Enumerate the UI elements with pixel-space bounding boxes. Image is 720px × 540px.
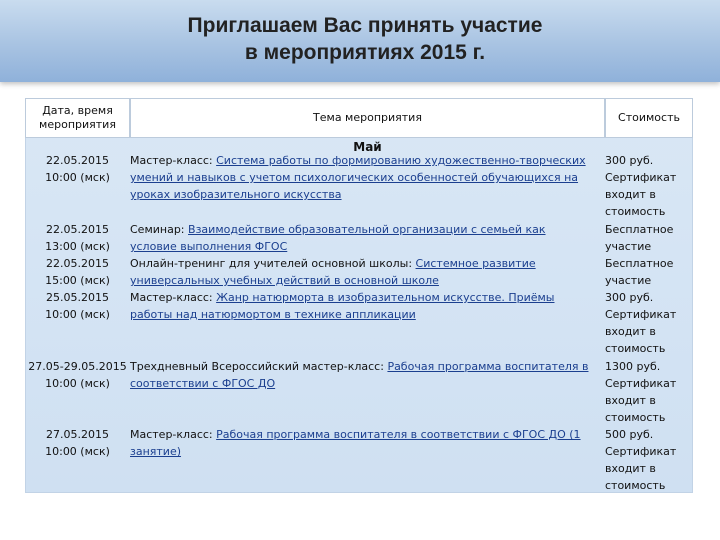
event-type: Мастер-класс: (130, 154, 213, 167)
event-time: 15:00 (мск) (45, 274, 110, 287)
event-cost-cell (605, 152, 693, 220)
event-date-cell (25, 255, 130, 289)
event-price: 300 руб. (605, 291, 654, 304)
event-topic-cell (130, 426, 605, 460)
title-line-1: Приглашаем Вас принять участие (187, 14, 543, 37)
event-cost-note: участие (605, 274, 652, 287)
event-topic-cell (130, 289, 605, 323)
event-topic-cell (130, 255, 605, 289)
event-cost-note: стоимость (605, 479, 666, 492)
event-price: Бесплатное (605, 223, 674, 236)
event-cost-note: стоимость (605, 342, 666, 355)
event-topic-cell (130, 152, 605, 203)
event-topic-link[interactable]: умений и навыков с учетом психологических особенностей обучающихся на (130, 171, 579, 184)
event-date: 22.05.2015 (46, 154, 109, 167)
event-price: 500 руб. (605, 428, 654, 441)
event-topic-link[interactable]: универсальных учебных действий в основной школе (130, 274, 439, 287)
event-cost-note: входит в (605, 462, 656, 475)
event-cost-note: стоимость (605, 205, 666, 218)
event-topic-link[interactable]: соответствии с ФГОС ДО (130, 377, 276, 390)
event-date: 27.05.2015 (46, 428, 109, 441)
event-date-cell (25, 289, 130, 323)
column-header-cost: Стоимость (605, 98, 693, 138)
event-cost-note: стоимость (605, 411, 666, 424)
event-topic-link[interactable]: Взаимодействие образовательной организации с семьей как (188, 223, 546, 236)
event-cost-note: Сертификат (605, 377, 677, 390)
column-header-date-line-1: Дата, время (42, 104, 113, 117)
event-cost-note: входит в (605, 188, 656, 201)
event-topic-cell (130, 221, 605, 255)
event-type: Мастер-класс: (130, 291, 213, 304)
event-price: 300 руб. (605, 154, 654, 167)
event-date: 25.05.2015 (46, 291, 109, 304)
event-topic-link[interactable]: Рабочая программа воспитателя в (387, 360, 589, 373)
event-date: 27.05-29.05.2015 (28, 360, 127, 373)
event-time: 10:00 (мск) (45, 377, 110, 390)
page-title (0, 12, 720, 66)
event-type: Мастер-класс: (130, 428, 213, 441)
event-date: 22.05.2015 (46, 257, 109, 270)
event-date-cell (25, 221, 130, 255)
column-header-date-line-2: мероприятия (39, 118, 116, 131)
column-header-topic: Тема мероприятия (130, 98, 605, 138)
event-time: 10:00 (мск) (45, 171, 110, 184)
event-cost-note: входит в (605, 394, 656, 407)
event-time: 10:00 (мск) (45, 308, 110, 321)
event-time: 13:00 (мск) (45, 240, 110, 253)
event-topic-link[interactable]: Система работы по формированию художественно-творческих (216, 154, 586, 167)
event-date-cell (25, 152, 130, 186)
event-price: Бесплатное (605, 257, 674, 270)
event-topic-link[interactable]: уроках изобразительного искусства (130, 188, 342, 201)
event-type: Онлайн-тренинг для учителей основной школы: (130, 257, 413, 270)
event-cost-cell (605, 358, 693, 426)
event-topic-link[interactable]: Жанр натюрморта в изобразительном искусстве. Приёмы (216, 291, 555, 304)
event-topic-link[interactable]: занятие) (130, 445, 182, 458)
event-price: 1300 руб. (605, 360, 661, 373)
event-date-cell (25, 426, 130, 460)
title-line-2: в мероприятиях 2015 г. (244, 41, 486, 64)
event-topic-link[interactable]: Системное развитие (415, 257, 536, 270)
event-cost-note: Сертификат (605, 308, 677, 321)
event-date: 22.05.2015 (46, 223, 109, 236)
event-cost-cell (605, 221, 693, 255)
event-cost-cell (605, 255, 693, 289)
event-type: Трехдневный Всероссийский мастер-класс: (130, 360, 384, 373)
event-cost-note: входит в (605, 325, 656, 338)
event-topic-cell (130, 358, 605, 392)
event-type: Семинар: (130, 223, 185, 236)
event-topic-link[interactable]: Рабочая программа воспитателя в соответствии с ФГОС ДО (1 (216, 428, 581, 441)
event-cost-cell (605, 426, 693, 494)
event-date-cell (25, 358, 130, 392)
month-label: Май (353, 140, 382, 154)
event-cost-note: участие (605, 240, 652, 253)
event-topic-link[interactable]: работы над натюрмортом в технике аппликации (130, 308, 416, 321)
event-cost-cell (605, 289, 693, 357)
column-header-date (25, 98, 130, 138)
event-topic-link[interactable]: условие выполнения ФГОС (130, 240, 288, 253)
event-time: 10:00 (мск) (45, 445, 110, 458)
event-cost-note: Сертификат (605, 171, 677, 184)
event-cost-note: Сертификат (605, 445, 677, 458)
